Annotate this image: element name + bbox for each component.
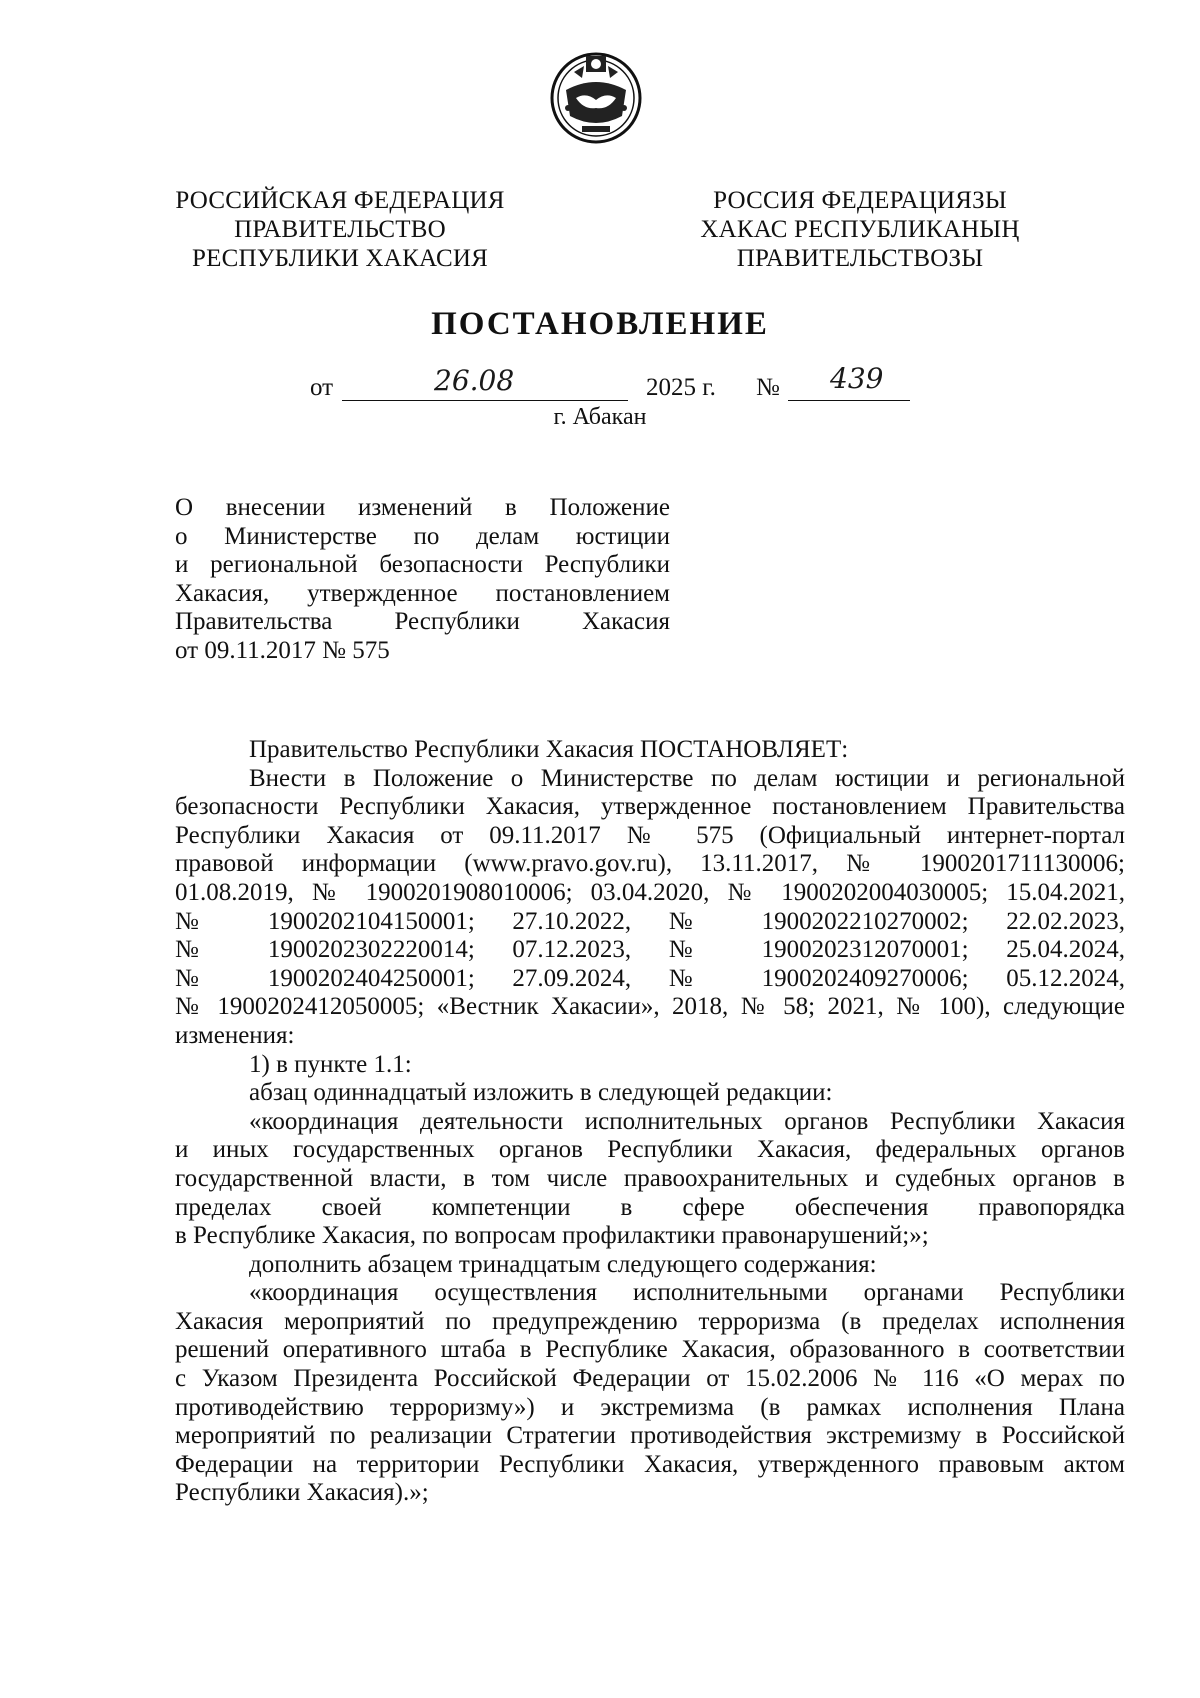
date-prefix: от	[310, 374, 334, 401]
subject-block	[175, 494, 670, 665]
number-label: №	[756, 374, 780, 401]
subject-line: о Министерстве по делам юстиции	[175, 522, 670, 550]
body-line: Правительство Республики Хакасия ПОСТАНОВЛЯЕТ:	[249, 736, 849, 763]
document-title: ПОСТАНОВЛЕНИЕ	[431, 306, 769, 342]
body-line: № 1900202412050005; «Вестник Хакасии», 2018, № 58; 2021, № 100), следующие	[175, 993, 1125, 1021]
header-right-line-3: ПРАВИТЕЛЬСТВОЗЫ	[736, 245, 984, 272]
body-line: Федерации на территории Республики Хакасия, утвержденного правовым актом	[175, 1450, 1125, 1478]
header-left	[150, 186, 530, 273]
subject-line: от 09.11.2017 № 575	[175, 636, 390, 664]
body-line: Внести в Положение о Министерстве по делам юстиции и региональной	[249, 764, 1125, 792]
body-line: правовой информации (www.pravo.gov.ru), 13.11.2017, № 1900201711130006;	[175, 850, 1125, 878]
body-line: безопасности Республики Хакасия, утвержденное постановлением Правительства	[175, 793, 1125, 821]
header-right	[670, 186, 1050, 273]
body-line: № 1900202302220014; 07.12.2023, № 1900202312070001; 25.04.2024,	[175, 936, 1125, 964]
body-line: «координация деятельности исполнительных органов Республики Хакасия	[249, 1107, 1125, 1135]
body-line: № 1900202104150001; 27.10.2022, № 1900202210270002; 22.02.2023,	[175, 907, 1125, 935]
body-line: решений оперативного штаба в Республике Хакасия, образованного в соответствии	[175, 1336, 1125, 1364]
handwritten-number: 439	[830, 362, 884, 395]
subject-line: О внесении изменений в Положение	[175, 494, 670, 521]
body-line: и иных государственных органов Республики Хакасия, федеральных органов	[175, 1136, 1125, 1164]
body-line: изменения:	[175, 1021, 295, 1049]
body-line: 1) в пункте 1.1:	[249, 1050, 412, 1078]
body-line: № 1900202404250001; 27.09.2024, № 1900202409270006; 05.12.2024,	[175, 964, 1125, 992]
document-body	[175, 736, 1125, 1508]
body-line: с Указом Президента Российской Федерации от 15.02.2006 № 116 «О мерах по	[175, 1365, 1125, 1393]
year-label: 2025 г.	[646, 374, 716, 401]
handwritten-date: 26.08	[434, 364, 515, 397]
header-left-line-1: РОССИЙСКАЯ ФЕДЕРАЦИЯ	[175, 187, 505, 214]
body-line: мероприятий по реализации Стратегии противодействия экстремизму в Российской	[175, 1422, 1125, 1450]
body-line: пределах своей компетенции в сфере обеспечения правопорядка	[175, 1193, 1125, 1221]
city: г. Абакан	[553, 404, 647, 430]
body-line: в Республике Хакасия, по вопросам профилактики правонарушений;»;	[175, 1222, 929, 1250]
header-left-line-3: РЕСПУБЛИКИ ХАКАСИЯ	[192, 245, 488, 272]
subject-line: и региональной безопасности Республики	[175, 551, 670, 578]
body-line: дополнить абзацем тринадцатым следующего содержания:	[249, 1250, 877, 1278]
header-right-line-2: ХАКАС РЕСПУБЛИКАНЫҢ	[700, 216, 1020, 243]
header-left-line-2: ПРАВИТЕЛЬСТВО	[234, 216, 446, 243]
subject-line: Хакасия, утвержденное постановлением	[175, 579, 670, 607]
body-line: Республики Хакасия).»;	[175, 1479, 429, 1507]
body-line: государственной власти, в том числе правоохранительных и судебных органов в	[175, 1164, 1125, 1192]
body-line: абзац одиннадцатый изложить в следующей редакции:	[249, 1079, 833, 1107]
subject-line: Правительства Республики Хакасия	[175, 608, 670, 635]
date-underline	[342, 400, 628, 401]
body-line: «координация осуществления исполнительными органами Республики	[249, 1279, 1125, 1307]
body-line: Хакасия мероприятий по предупреждению терроризма (в пределах исполнения	[175, 1307, 1125, 1335]
body-line: противодействию терроризму») и экстремизма (в рамках исполнения Плана	[175, 1393, 1125, 1421]
coat-of-arms-icon	[548, 46, 644, 146]
header-right-line-1: РОССИЯ ФЕДЕРАЦИЯЗЫ	[713, 187, 1007, 214]
body-line: Республики Хакасия от 09.11.2017 № 575 (Официальный интернет-портал	[175, 821, 1125, 849]
body-line: 01.08.2019, № 1900201908010006; 03.04.2020, № 1900202004030005; 15.04.2021,	[175, 878, 1125, 906]
number-underline	[788, 400, 910, 401]
